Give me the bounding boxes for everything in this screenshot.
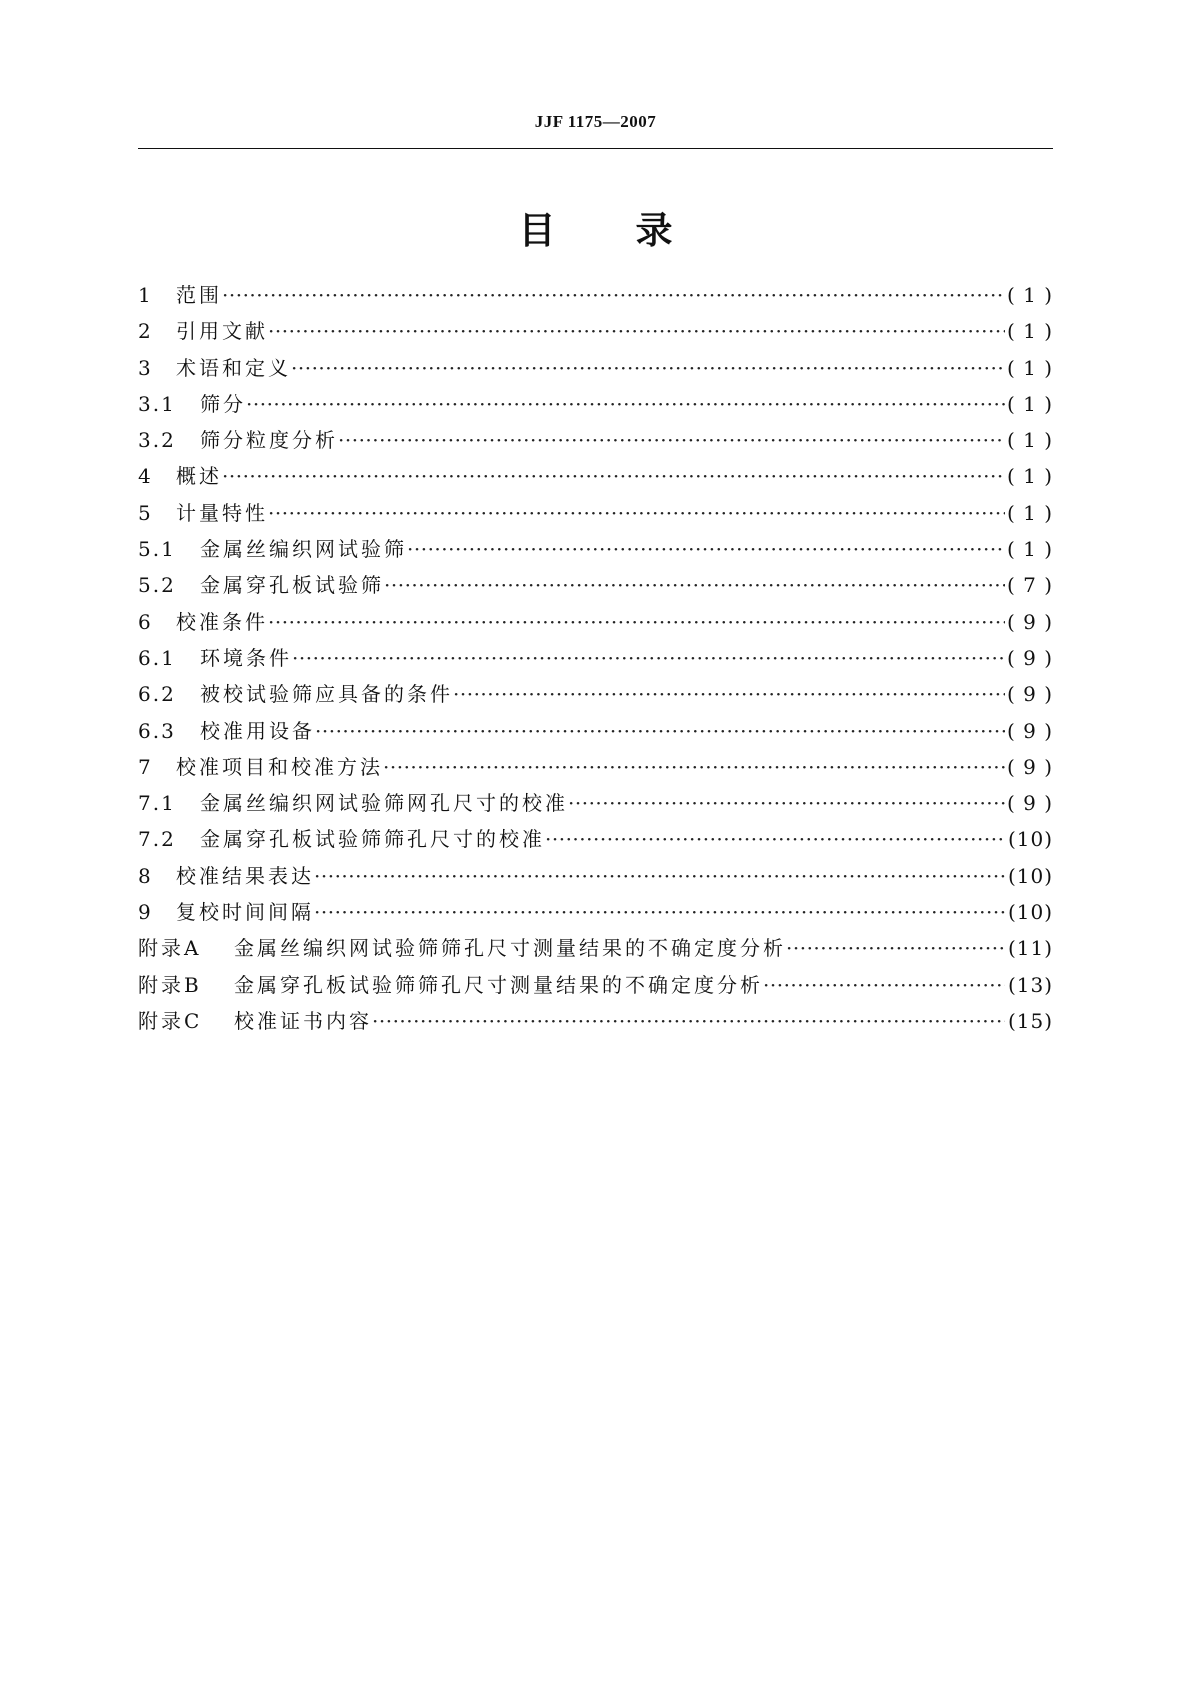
toc-entry-number: 附录C [138,1008,203,1033]
toc-entry-number: 6.2 [138,682,176,707]
toc-entry-title: 金属穿孔板试验筛筛孔尺寸测量结果的不确定度分析 [234,972,763,997]
toc-entry-6-3[interactable] [138,715,1053,751]
toc-entry-1[interactable] [138,279,1053,315]
toc-entry-page: (13) [1007,972,1053,997]
toc-entry-page: ( 7 ) [1006,573,1053,598]
toc-entry-7[interactable] [138,751,1053,787]
toc-entry-6-2[interactable] [138,678,1053,714]
toc-leader-dots [372,1009,1005,1033]
toc-entry-title: 校准结果表达 [176,863,314,888]
toc-entry-6-1[interactable] [138,642,1053,678]
toc-leader-dots [786,936,1005,960]
toc-entry-number: 4 [138,464,153,489]
toc-entry-title: 复校时间间隔 [176,900,314,925]
header-divider [138,148,1053,149]
toc-entry-page: ( 1 ) [1006,500,1053,525]
toc-entry-number: 6.3 [138,718,176,743]
toc-entry-page: (15) [1007,1008,1053,1033]
toc-leader-dots [268,610,1005,634]
toc-entry-page: ( 1 ) [1006,283,1053,307]
toc-entry-page: ( 9 ) [1006,718,1053,743]
toc-entry-title: 术语和定义 [176,355,291,380]
toc-leader-dots [568,791,1005,815]
table-of-contents [138,279,1053,1041]
toc-entry-page: ( 9 ) [1006,609,1053,634]
toc-entry-number: 7.2 [138,827,176,852]
toc-entry-5[interactable] [138,497,1053,533]
toc-entry-appendix-a[interactable] [138,932,1053,968]
toc-entry-page: (10) [1007,863,1053,888]
toc-entry-title: 引用文献 [176,319,268,344]
toc-entry-number: 7 [138,754,153,779]
toc-entry-3-2[interactable] [138,424,1053,460]
toc-entry-number: 5 [138,500,153,525]
toc-entry-3-1[interactable] [138,388,1053,424]
toc-entry-title: 校准用设备 [200,718,315,743]
toc-leader-dots [314,864,1005,888]
toc-entry-8[interactable] [138,860,1053,896]
toc-entry-number: 1 [138,283,153,307]
toc-entry-number: 2 [138,319,153,344]
toc-leader-dots [407,537,1005,561]
toc-entry-page: ( 9 ) [1006,682,1053,707]
toc-entry-number: 9 [138,900,153,925]
toc-entry-title: 校准项目和校准方法 [176,754,383,779]
toc-entry-9[interactable] [138,896,1053,932]
toc-leader-dots [291,356,1005,380]
toc-entry-number: 3.1 [138,391,176,416]
toc-entry-number: 6 [138,609,153,634]
toc-entry-6[interactable] [138,606,1053,642]
toc-entry-page: (11) [1007,936,1053,961]
toc-entry-5-2[interactable] [138,569,1053,605]
toc-entry-title: 校准条件 [176,609,268,634]
toc-entry-number: 5.1 [138,537,176,562]
toc-entry-number: 5.2 [138,573,176,598]
toc-leader-dots [338,428,1005,452]
toc-entry-page: ( 9 ) [1006,791,1053,816]
toc-entry-appendix-b[interactable] [138,969,1053,1005]
toc-entry-page: (10) [1007,827,1053,852]
toc-entry-number: 6.1 [138,645,176,670]
document-code-header: JJF 1175—2007 [534,112,657,131]
toc-entry-title: 筛分 [200,391,246,416]
toc-leader-dots [315,719,1005,743]
toc-leader-dots [292,646,1005,670]
toc-entry-title: 筛分粒度分析 [200,428,338,453]
toc-entry-number: 3.2 [138,428,176,453]
toc-entry-3[interactable] [138,352,1053,388]
toc-leader-dots [763,973,1005,997]
toc-leader-dots [453,682,1005,706]
toc-entry-number: 3 [138,355,153,380]
toc-entry-title: 金属丝编织网试验筛网孔尺寸的校准 [200,791,568,816]
toc-leader-dots [268,319,1005,343]
toc-entry-number: 8 [138,863,153,888]
toc-entry-title: 金属穿孔板试验筛 [200,573,384,598]
toc-entry-title: 概述 [176,464,222,489]
toc-leader-dots [545,827,1005,851]
toc-entry-title: 校准证书内容 [234,1008,372,1033]
toc-entry-number: 附录B [138,972,202,997]
toc-leader-dots [222,464,1005,488]
toc-leader-dots [314,900,1005,924]
toc-leader-dots [268,501,1005,525]
toc-entry-page: ( 1 ) [1006,355,1053,380]
toc-leader-dots [246,392,1005,416]
toc-entry-title: 环境条件 [200,645,292,670]
toc-entry-title: 金属丝编织网试验筛 [200,537,407,562]
toc-entry-appendix-c[interactable] [138,1005,1053,1041]
toc-entry-page: ( 9 ) [1006,645,1053,670]
toc-entry-7-1[interactable] [138,787,1053,823]
toc-entry-page: ( 1 ) [1006,391,1053,416]
page-title: 目录 [518,209,753,252]
toc-leader-dots [383,755,1005,779]
toc-entry-5-1[interactable] [138,533,1053,569]
toc-entry-page: ( 1 ) [1006,319,1053,344]
toc-entry-page: (10) [1007,900,1053,925]
toc-entry-number: 附录A [138,936,202,961]
toc-entry-page: ( 1 ) [1006,464,1053,489]
toc-entry-title: 被校试验筛应具备的条件 [200,682,453,707]
toc-entry-4[interactable] [138,460,1053,496]
toc-leader-dots [222,283,1005,307]
toc-entry-page: ( 1 ) [1006,537,1053,562]
toc-entry-title: 计量特性 [176,500,268,525]
toc-entry-number: 7.1 [138,791,176,816]
toc-entry-title: 金属穿孔板试验筛筛孔尺寸的校准 [200,827,545,852]
toc-entry-2[interactable] [138,315,1053,351]
toc-entry-page: ( 1 ) [1006,428,1053,453]
toc-entry-page: ( 9 ) [1006,754,1053,779]
toc-leader-dots [384,573,1005,597]
toc-entry-7-2[interactable] [138,823,1053,859]
toc-entry-title: 范围 [176,283,222,307]
toc-entry-title: 金属丝编织网试验筛筛孔尺寸测量结果的不确定度分析 [234,936,786,961]
